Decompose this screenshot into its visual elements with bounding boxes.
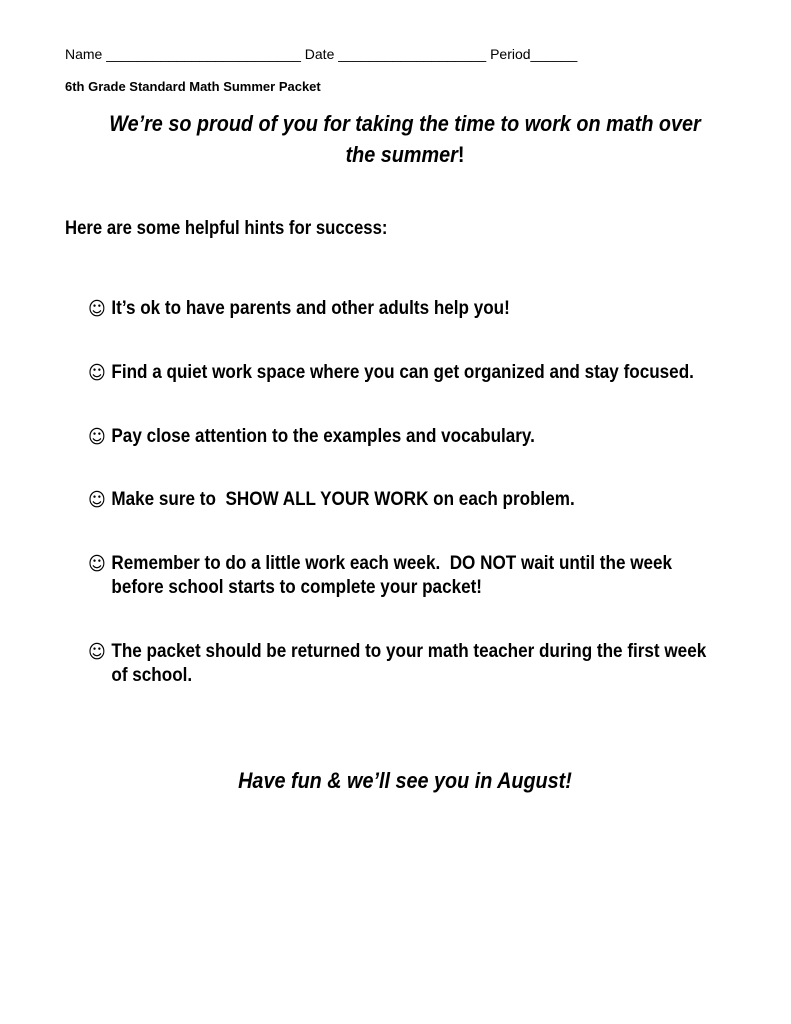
smiley-icon: ☺ [88, 362, 106, 384]
hint-text: Find a quiet work space where you can get organized and stay focused. [111, 362, 694, 383]
smiley-icon: ☺ [88, 426, 106, 448]
hint-item [88, 488, 709, 512]
smiley-icon: ☺ [88, 553, 106, 575]
hint-text: Make sure to SHOW ALL YOUR WORK on each problem. [111, 489, 575, 510]
closing-message: Have fun & we’ll see you in August! [238, 768, 572, 793]
hint-item [88, 361, 709, 385]
hint-text: It’s ok to have parents and other adults help you! [111, 298, 510, 319]
hint-item [88, 640, 709, 688]
hint-item [88, 552, 709, 600]
hint-text: The packet should be returned to your math teacher during the first week of school. [111, 641, 707, 686]
hints-heading: Here are some helpful hints for success: [65, 218, 388, 239]
smiley-icon: ☺ [88, 298, 106, 320]
hint-item [88, 297, 709, 321]
headline-text: We’re so proud of you for taking the time to work on math over the summer [109, 111, 701, 167]
hint-text: Pay close attention to the examples and vocabulary. [111, 426, 535, 447]
headline-exclamation: ! [457, 142, 465, 167]
headline [95, 108, 716, 170]
smiley-icon: ☺ [88, 489, 106, 511]
smiley-icon: ☺ [88, 641, 106, 663]
name-date-period-line: Name _________________________ Date ___________________ Period______ [65, 46, 578, 62]
packet-title: 6th Grade Standard Math Summer Packet [65, 79, 321, 94]
hint-text: Remember to do a little work each week. DO NOT wait until the week before school starts to complete your packet! [111, 553, 677, 598]
hint-item [88, 425, 709, 449]
